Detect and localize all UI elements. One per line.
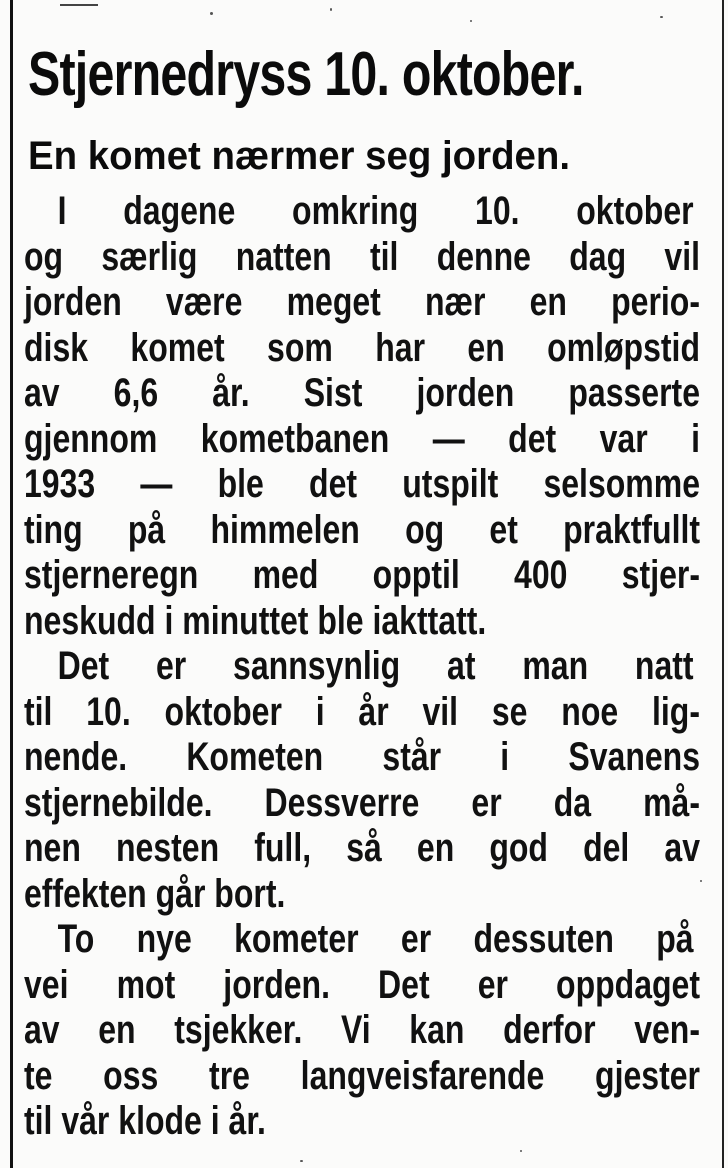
print-speck xyxy=(210,12,213,15)
print-speck xyxy=(700,880,702,882)
body-line: vei mot jorden. Det er oppdaget xyxy=(24,962,700,1007)
body-line: nen nesten full, så en god del av xyxy=(24,826,700,870)
print-speck xyxy=(520,1150,522,1152)
body-line: Det er sannsynlig at man natt xyxy=(57,644,694,688)
column-rule-right xyxy=(722,0,724,1168)
paragraph-2 xyxy=(24,644,700,917)
body-line: stjernebilde. Dessverre er da må- xyxy=(24,780,700,825)
paragraph-1 xyxy=(24,189,700,644)
body-line: 1933 — ble det utspilt selsomme xyxy=(24,462,700,506)
body-line: nende. Kometen står i Svanens xyxy=(24,735,700,779)
body-line: jorden være meget nær en perio- xyxy=(24,280,700,324)
print-speck xyxy=(330,8,332,11)
body-line: effekten går bort. xyxy=(24,871,286,916)
body-line: gjennom kometbanen — det var i xyxy=(24,416,700,461)
body-line: til vår klode i år. xyxy=(24,1099,266,1143)
article-headline: Stjernedryss 10. oktober. xyxy=(28,40,584,109)
body-line: av 6,6 år. Sist jorden passerte xyxy=(24,371,700,415)
print-speck xyxy=(660,16,663,18)
body-line: disk komet som har en omløpstid xyxy=(24,325,700,370)
print-speck xyxy=(300,1160,303,1162)
body-line: te oss tre langveisfarende gjester xyxy=(24,1053,700,1098)
body-line: I dagene omkring 10. oktober xyxy=(57,189,694,233)
body-line: til 10. oktober i år vil se noe lig- xyxy=(24,689,700,734)
body-line: ting på himmelen og et praktfullt xyxy=(24,507,700,552)
article-subheadline: En komet nærmer seg jorden. xyxy=(28,134,571,178)
column-rule-left xyxy=(10,0,13,1168)
body-line: neskudd i minuttet ble iakttatt. xyxy=(24,598,487,643)
body-line: og særlig natten til denne dag vil xyxy=(24,234,700,279)
article-body xyxy=(24,189,700,1145)
body-line: av en tsjekker. Vi kan derfor ven- xyxy=(24,1008,700,1052)
body-line: To nye kometer er dessuten på xyxy=(57,917,694,961)
body-line: stjerneregn med opptil 400 stjer- xyxy=(24,553,700,597)
print-speck xyxy=(470,20,472,22)
paragraph-3 xyxy=(24,917,700,1145)
column-rule-top-fragment xyxy=(60,4,98,6)
